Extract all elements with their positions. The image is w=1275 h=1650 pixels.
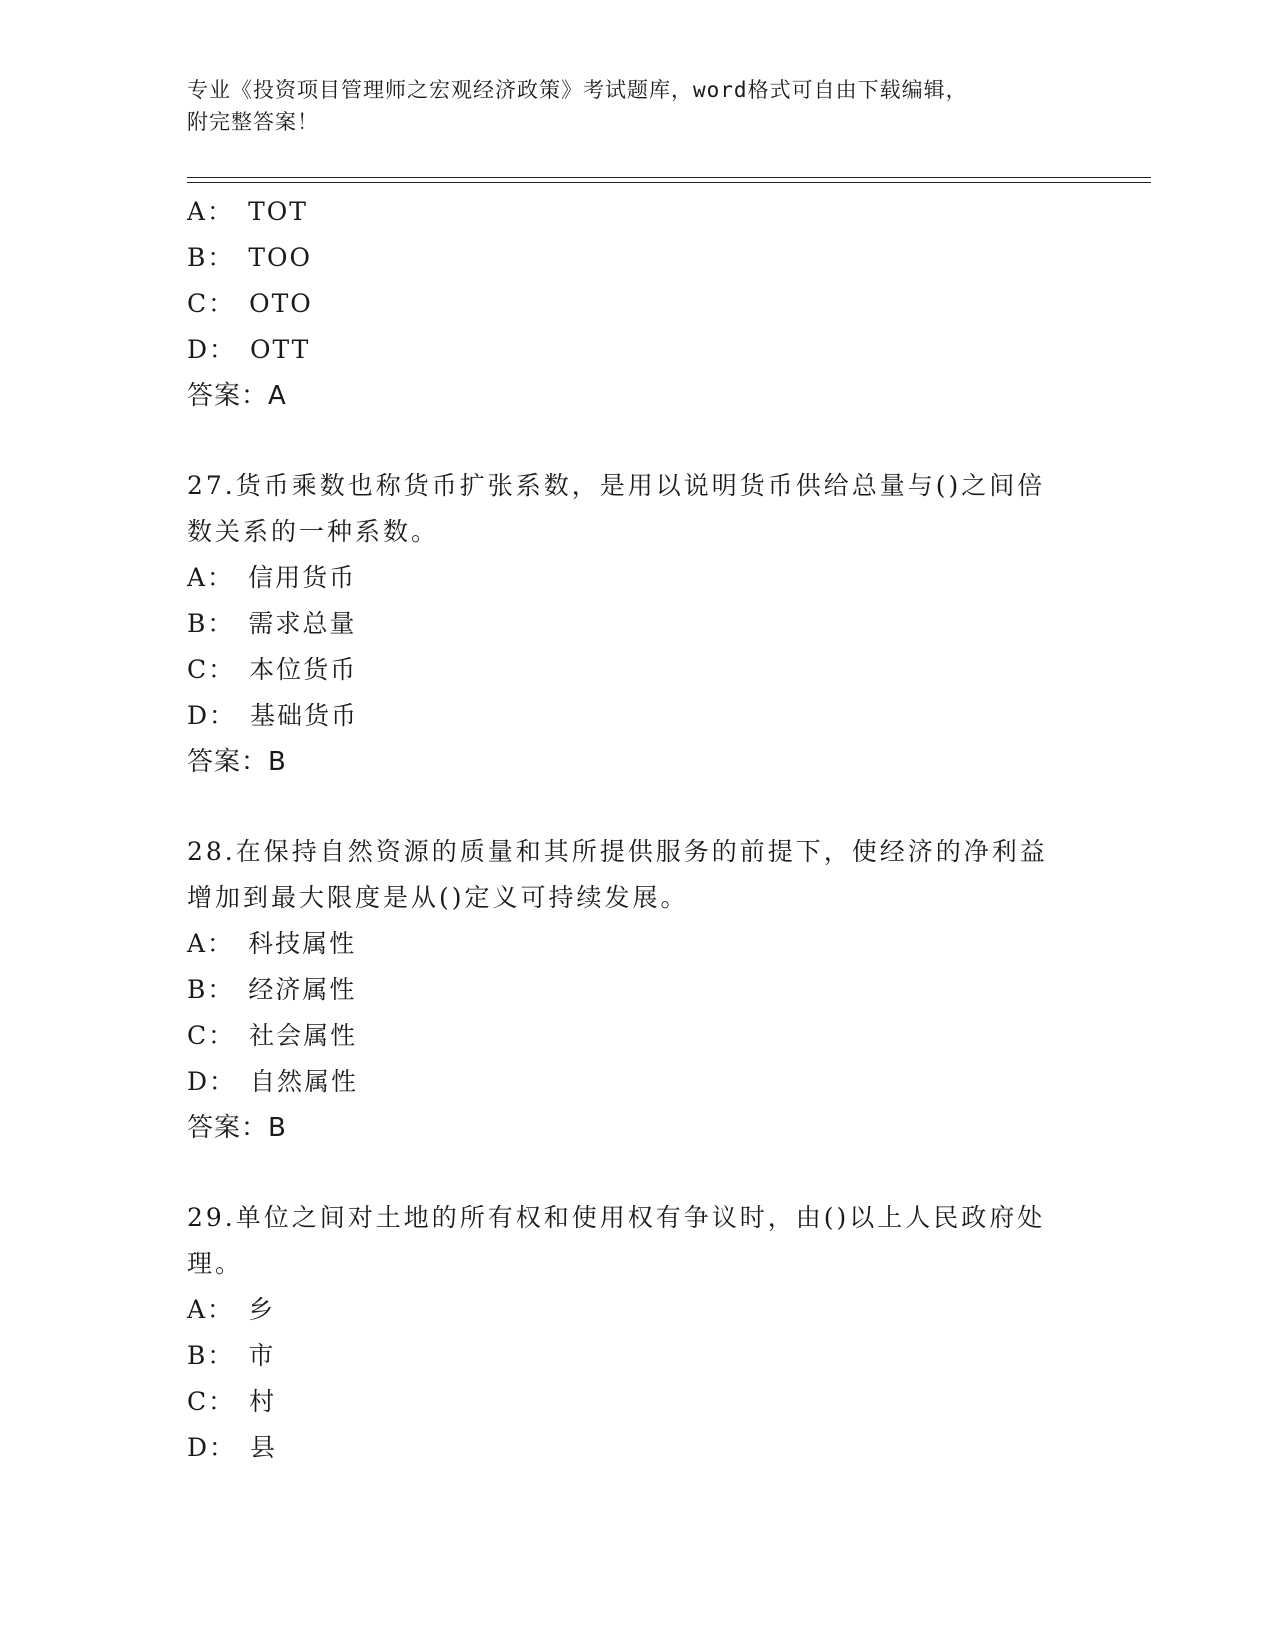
option-text: 村 bbox=[249, 1387, 277, 1416]
question-text-line: 29.单位之间对土地的所有权和使用权有争议时，由()以上人民政府处 bbox=[187, 1203, 1046, 1232]
header-divider-top bbox=[187, 177, 1151, 178]
option-text: 经济属性 bbox=[248, 975, 357, 1004]
option-letter: C： bbox=[187, 289, 236, 318]
option-letter: D： bbox=[187, 335, 237, 364]
answer-value: B bbox=[268, 747, 287, 777]
question-text-line: 数关系的一种系数。 bbox=[187, 517, 440, 546]
option-c bbox=[187, 281, 1087, 327]
question-28 bbox=[187, 829, 1087, 1151]
answer-line bbox=[187, 1105, 1087, 1151]
option-letter: A： bbox=[187, 563, 235, 592]
question-text-line: 27.货币乘数也称货币扩张系数，是用以说明货币供给总量与()之间倍 bbox=[187, 471, 1046, 500]
option-text: 科技属性 bbox=[248, 929, 357, 958]
header-divider-bottom bbox=[187, 182, 1151, 183]
option-letter: D： bbox=[187, 1067, 237, 1096]
option-text: 自然属性 bbox=[250, 1067, 359, 1096]
answer-value: B bbox=[268, 1113, 287, 1143]
option-a bbox=[187, 921, 1087, 967]
option-text: OTO bbox=[249, 289, 313, 318]
question-29 bbox=[187, 1195, 1087, 1471]
option-a bbox=[187, 189, 1087, 235]
option-letter: C： bbox=[187, 1387, 236, 1416]
header-line-2: 附完整答案！ bbox=[187, 110, 319, 134]
option-letter: D： bbox=[187, 1433, 237, 1462]
spacer bbox=[187, 419, 1087, 463]
header-line-1: 专业《投资项目管理师之宏观经济政策》考试题库，word格式可自由下载编辑， bbox=[187, 78, 968, 102]
question-text-line: 28.在保持自然资源的质量和其所提供服务的前提下，使经济的净利益 bbox=[187, 837, 1048, 866]
question-text bbox=[187, 1195, 1077, 1287]
option-text: OTT bbox=[250, 335, 311, 364]
question-text bbox=[187, 829, 1077, 921]
option-letter: A： bbox=[187, 197, 235, 226]
option-letter: A： bbox=[187, 1295, 235, 1324]
option-d bbox=[187, 693, 1087, 739]
answer-label: 答案： bbox=[187, 381, 269, 411]
option-letter: B： bbox=[187, 243, 235, 272]
option-letter: B： bbox=[187, 975, 235, 1004]
option-letter: C： bbox=[187, 1021, 236, 1050]
option-b bbox=[187, 967, 1087, 1013]
option-b bbox=[187, 1333, 1087, 1379]
question-text-line: 理。 bbox=[187, 1249, 244, 1278]
answer-label: 答案： bbox=[187, 747, 269, 777]
option-text: 需求总量 bbox=[248, 609, 357, 638]
option-c bbox=[187, 1379, 1087, 1425]
option-a bbox=[187, 555, 1087, 601]
option-letter: B： bbox=[187, 1341, 235, 1370]
option-c bbox=[187, 1013, 1087, 1059]
question-carryover bbox=[187, 189, 1087, 419]
option-text: 社会属性 bbox=[249, 1021, 358, 1050]
option-letter: D： bbox=[187, 701, 237, 730]
option-d bbox=[187, 1059, 1087, 1105]
option-text: 本位货币 bbox=[249, 655, 358, 684]
option-letter: A： bbox=[187, 929, 235, 958]
option-letter: B： bbox=[187, 609, 235, 638]
option-a bbox=[187, 1287, 1087, 1333]
question-text-line: 增加到最大限度是从()定义可持续发展。 bbox=[187, 883, 689, 912]
option-letter: C： bbox=[187, 655, 236, 684]
option-c bbox=[187, 647, 1087, 693]
spacer bbox=[187, 1151, 1087, 1195]
option-d bbox=[187, 327, 1087, 373]
answer-line bbox=[187, 373, 1087, 419]
answer-value: A bbox=[268, 381, 287, 411]
question-text bbox=[187, 463, 1077, 555]
option-text: 基础货币 bbox=[250, 701, 359, 730]
document-header bbox=[187, 74, 1067, 138]
spacer bbox=[187, 785, 1087, 829]
answer-line bbox=[187, 739, 1087, 785]
option-b bbox=[187, 235, 1087, 281]
option-text: 信用货币 bbox=[248, 563, 357, 592]
option-text: TOT bbox=[248, 197, 308, 226]
option-text: 县 bbox=[250, 1433, 278, 1462]
answer-label: 答案： bbox=[187, 1113, 269, 1143]
question-list bbox=[187, 189, 1087, 1471]
question-27 bbox=[187, 463, 1087, 785]
option-text: 乡 bbox=[248, 1295, 276, 1324]
option-d bbox=[187, 1425, 1087, 1471]
option-text: TOO bbox=[248, 243, 313, 272]
option-text: 市 bbox=[248, 1341, 276, 1370]
option-b bbox=[187, 601, 1087, 647]
